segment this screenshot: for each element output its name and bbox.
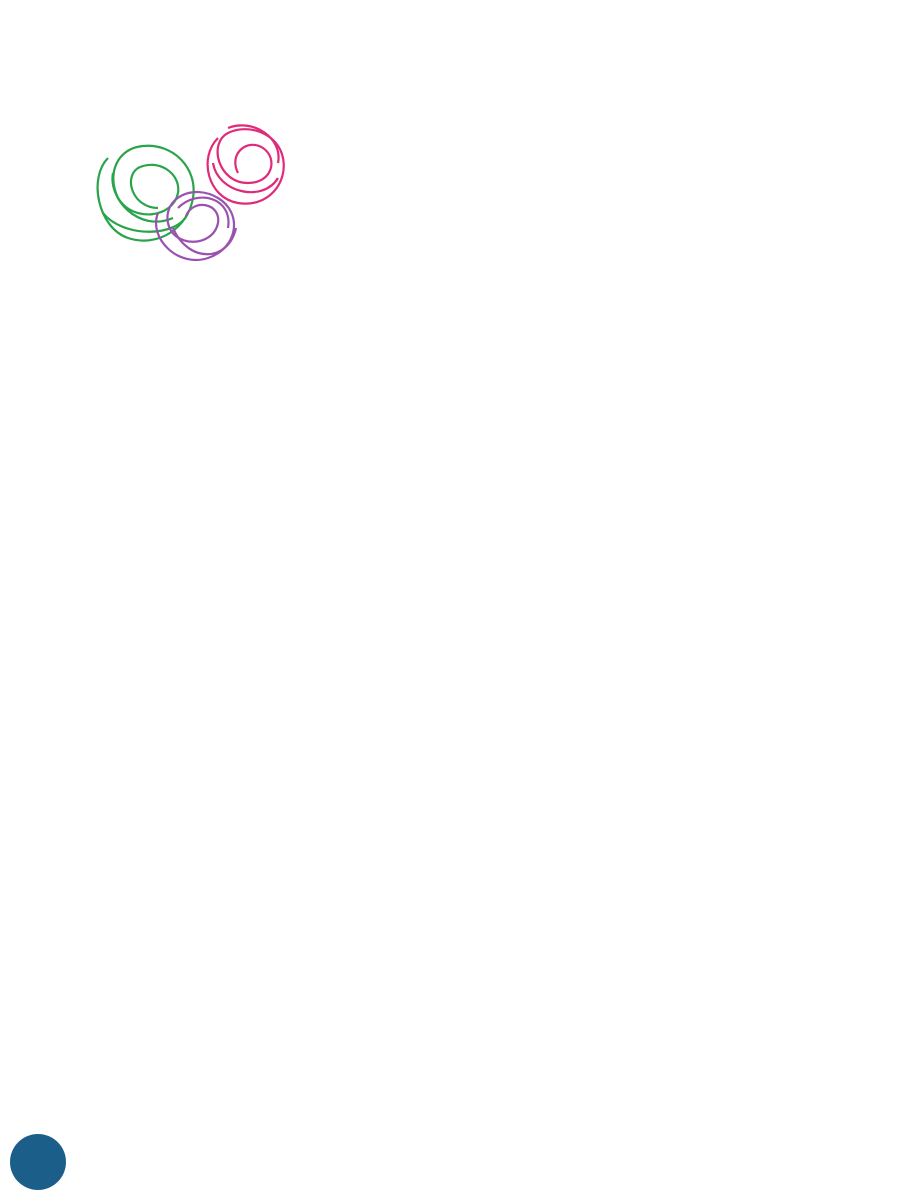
- decorative-hands-border-top: [0, 0, 903, 48]
- decorative-hands-border-left: [0, 48, 56, 1148]
- scribble-map-icon: [78, 118, 338, 278]
- page-number-badge: [10, 1134, 66, 1190]
- region-map: [78, 118, 338, 278]
- page-title: [76, 70, 86, 108]
- decorative-hands-border-bottom: [0, 1148, 903, 1196]
